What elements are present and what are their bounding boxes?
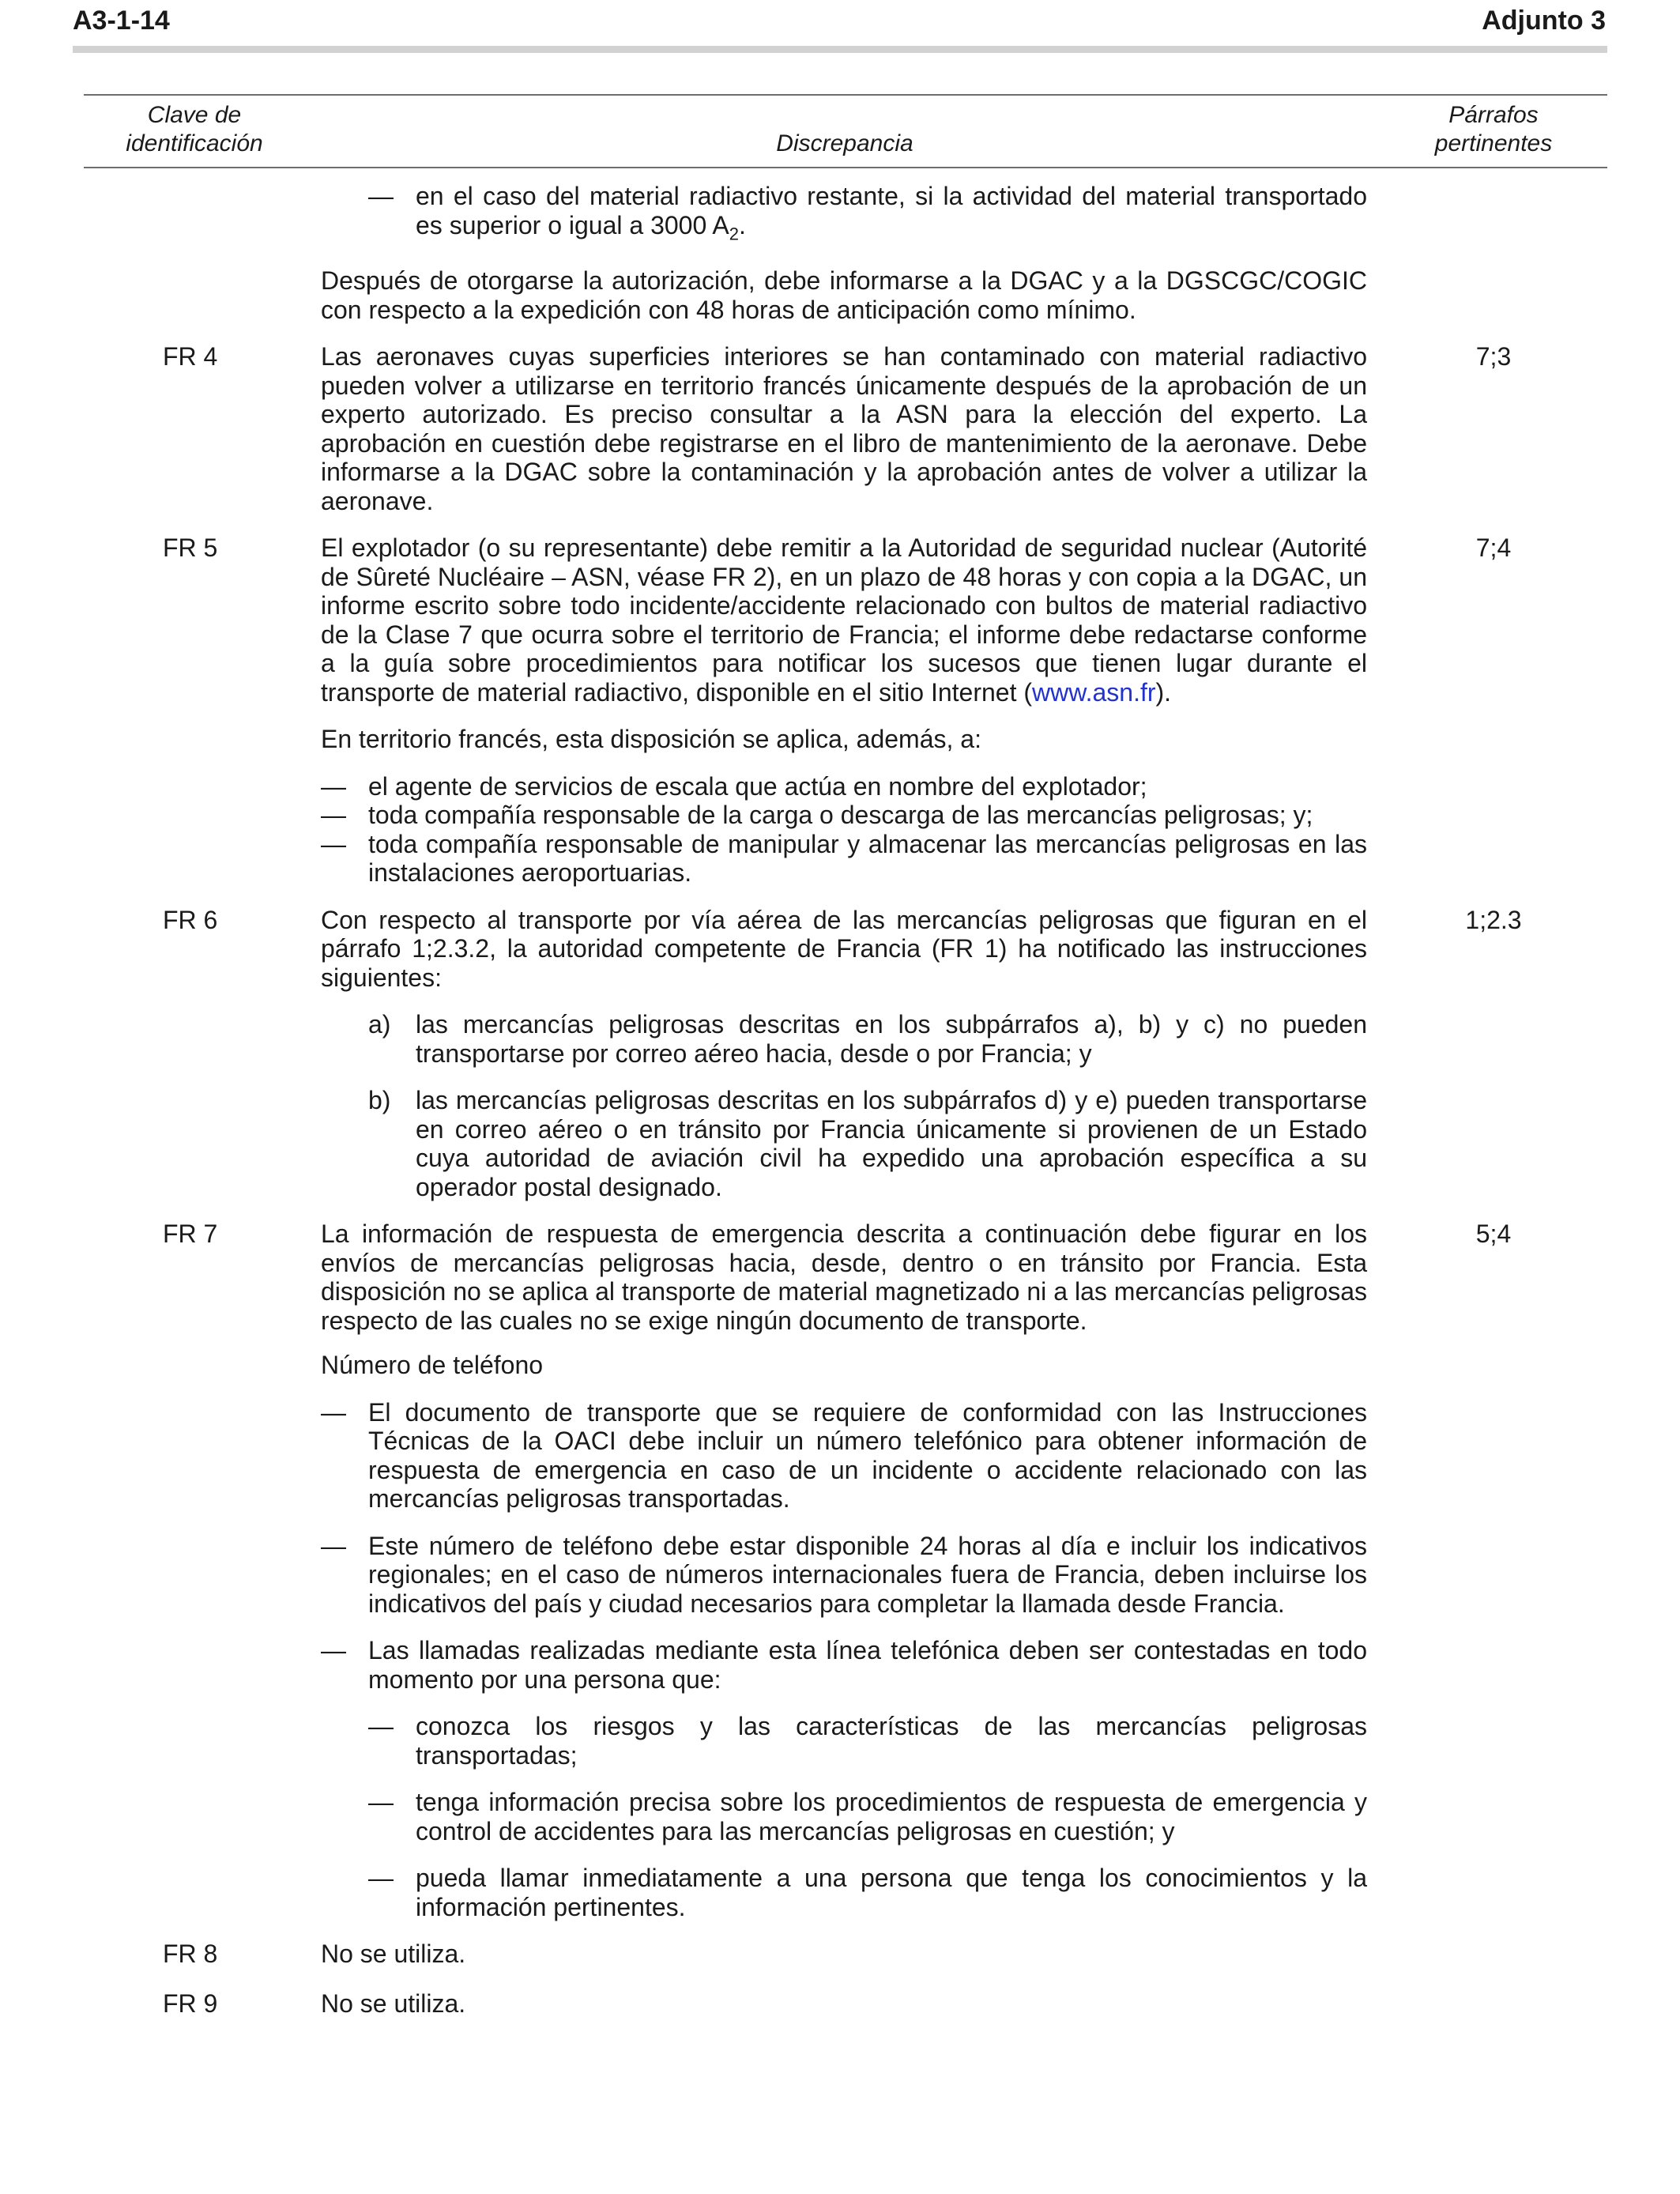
column-header-key: Clave de identificación xyxy=(126,102,263,156)
row-key: FR 5 xyxy=(163,533,218,563)
row-key: FR 9 xyxy=(163,1989,218,2018)
paragraph: En territorio francés, esta disposición se aplica, además, a: xyxy=(321,725,981,754)
table-top-rule xyxy=(84,94,1607,96)
list-item: b) las mercancías peligrosas descritas en los subpárrafos d) y e) pueden transportarse en correo aéreo o en tránsito por Francia únicamente si provienen de un Estado cuya autoridad de aviación civil ha expedido una aprobación específica a su operador postal designado. xyxy=(368,1086,1367,1201)
list-item: — en el caso del material radiactivo restante, si la actividad del material transportado es superior o igual a 3000 $A_2$. xyxy=(368,182,1367,243)
list-item: — toda compañía responsable de la carga o descarga de las mercancías peligrosas; y; xyxy=(321,801,1313,830)
paragraph: No se utiliza. xyxy=(321,1989,466,2018)
list-item: — Este número de teléfono debe estar disponible 24 horas al día e incluir los indicativos regionales; en el caso de números internacionales fuera de Francia, deben incluirse los indicativos del país y ciudad necesarios para completar la llamada desde Francia. xyxy=(321,1531,1367,1618)
paragraph: Las aeronaves cuyas superficies interiores se han contaminado con material radiactivo pueden volver a utilizarse en territorio francés únicamente después de la aprobación de un experto autorizado. Es preciso consultar a la ASN para la elección del experto. La aprobación en cuestión debe registrarse en el libro de mantenimiento de la aeronave. Debe informarse a la DGAC sobre la contaminación y la aprobación antes de volver a utilizar la aeronave. xyxy=(321,342,1367,515)
row-key: FR 6 xyxy=(163,905,218,934)
column-header-paragraphs: Párrafos pertinentes xyxy=(1434,102,1553,156)
paragraph: No se utiliza. xyxy=(321,1940,466,1969)
row-reference: 1;2.3 xyxy=(1465,905,1522,934)
row-key: FR 4 xyxy=(163,342,218,371)
row-reference: 5;4 xyxy=(1475,1220,1512,1249)
discrepancy-table xyxy=(0,182,1680,2018)
table-row-fr6 xyxy=(0,906,1680,1202)
attachment-label: Adjunto 3 xyxy=(1482,6,1606,36)
continuation-block xyxy=(0,182,1680,324)
list-item: — toda compañía responsable de manipular y almacenar las mercancías peligrosas en las instalaciones aeroportuarias. xyxy=(321,829,1367,888)
table-row-fr7 xyxy=(0,1220,1680,1921)
list-item: — El documento de transporte que se requiere de conformidad con las Instrucciones Técnicas de la OACI debe incluir un número telefónico para obtener información de respuesta de emergencia en caso de un incidente o accidente relacionado con las mercancías peligrosas transportadas. xyxy=(321,1397,1367,1514)
row-reference: 7;4 xyxy=(1475,533,1512,563)
paragraph: El explotador (o su representante) debe remitir a la Autoridad de seguridad nuclear (Autorité de Sûreté Nucléaire – ASN, véase FR 2), en un plazo de 48 horas y con copia a la DGAC, un informe escrito sobre todo incidente/accidente relacionado con bultos de material radiactivo de la Clase 7 que ocurra sobre el territorio de Francia; el informe debe redactarse conforme a la guía sobre procedimientos para notificar los sucesos que tienen lugar durante el transporte de material radiactivo, disponible en el sitio Internet (www.asn.fr). xyxy=(321,533,1367,707)
page-number: A3-1-14 xyxy=(73,6,170,36)
row-key: FR 8 xyxy=(163,1940,218,1969)
table-row-fr4 xyxy=(0,342,1680,515)
list-item: — tenga información precisa sobre los procedimientos de respuesta de emergencia y control de accidentes para las mercancías peligrosas en cuestión; y xyxy=(368,1788,1367,1845)
row-reference: 7;3 xyxy=(1475,342,1512,371)
table-header-rule xyxy=(84,167,1607,168)
paragraph: Con respecto al transporte por vía aérea de las mercancías peligrosas que figuran en el párrafo 1;2.3.2, la autoridad competente de Francia (FR 1) ha notificado las instrucciones siguientes: xyxy=(321,905,1367,992)
table-row-fr5 xyxy=(0,533,1680,888)
list-item: — Las llamadas realizadas mediante esta línea telefónica deben ser contestadas en todo momento por una persona que: xyxy=(321,1636,1367,1694)
list-item: — pueda llamar inmediatamente a una persona que tenga los conocimientos y la información pertinentes. xyxy=(368,1864,1367,1921)
column-header-discrepancy: Discrepancia xyxy=(776,130,913,156)
paragraph: Después de otorgarse la autorización, debe informarse a la DGAC y a la DGSCGC/COGIC con respecto a la expedición con 48 horas de anticipación como mínimo. xyxy=(321,266,1367,324)
table-row-fr8 xyxy=(0,1940,1680,1969)
list-item: — conozca los riesgos y las características de las mercancías peligrosas transportadas; xyxy=(368,1712,1367,1770)
subheading: Número de teléfono xyxy=(321,1351,544,1380)
website-link[interactable]: www.asn.fr xyxy=(1032,677,1156,707)
header-rule xyxy=(73,46,1607,53)
list-item: — el agente de servicios de escala que actúa en nombre del explotador; xyxy=(321,771,1147,801)
paragraph: La información de respuesta de emergencia descrita a continuación debe figurar en los envíos de mercancías peligrosas hacia, desde, dentro o en tránsito por Francia. Esta disposición no se aplica al transporte de material magnetizado ni a las mercancías peligrosas respecto de las cuales no se exige ningún documento de transporte. xyxy=(321,1220,1367,1335)
table-row-fr9 xyxy=(0,1989,1680,2019)
list-item: a) las mercancías peligrosas descritas en los subpárrafos a), b) y c) no pueden transportarse por correo aéreo hacia, desde o por Francia; y xyxy=(368,1010,1367,1068)
row-key: FR 7 xyxy=(163,1220,218,1249)
